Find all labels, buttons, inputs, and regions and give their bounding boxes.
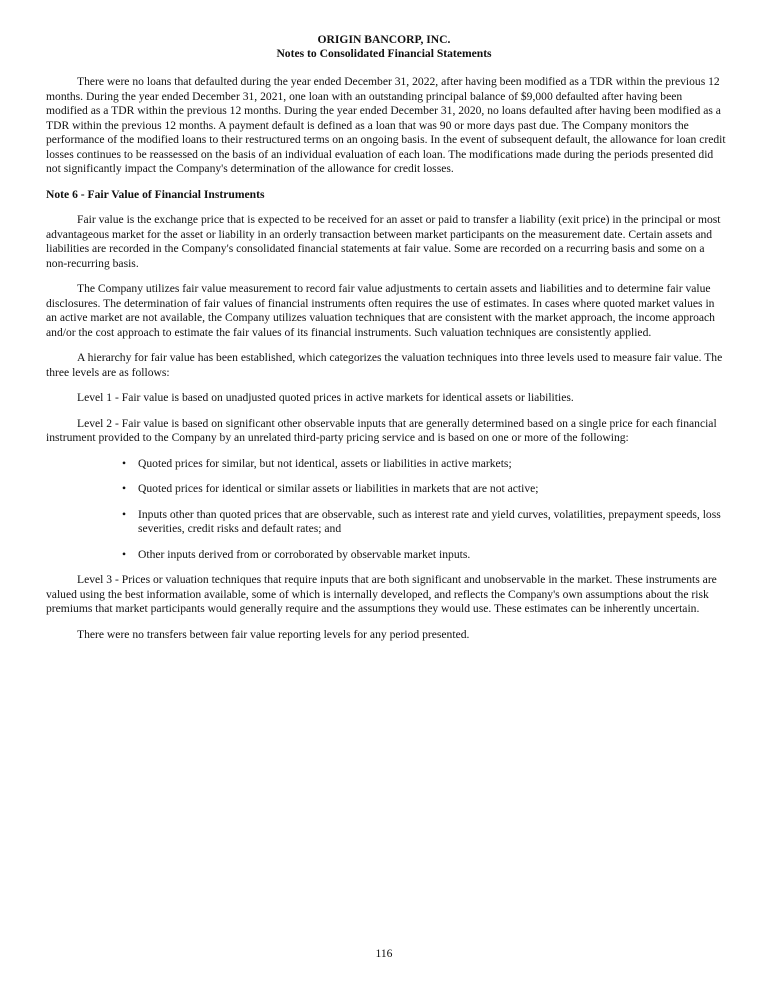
list-item bbox=[46, 508, 726, 537]
fair-value-measurement-paragraph: The Company utilizes fair value measurement to record fair value adjustments to certain assets and liabilities and to determine fair value disclosures. The determination of fair values of financial instruments often requires the use of estimates. In cases where quoted market values in an active market are not available, the Company utilizes valuation techniques that are consistent with the market approach, the income approach and/or the cost approach to estimate the fair values of its financial instruments. Such valuation techniques are consistently applied. bbox=[46, 282, 715, 339]
transfers-paragraph: There were no transfers between fair value reporting levels for any period presented. bbox=[77, 627, 470, 641]
level2-inputs-list bbox=[46, 457, 726, 563]
list-item bbox=[46, 457, 726, 472]
bullet-icon: • bbox=[122, 456, 127, 470]
section-heading: Note 6 - Fair Value of Financial Instruments bbox=[46, 187, 265, 201]
list-item-text: Inputs other than quoted prices that are observable, such as interest rate and yield curves, volatilities, prepayment speeds, loss severities, credit risks and default rates; and bbox=[138, 507, 721, 535]
company-name: ORIGIN BANCORP, INC. bbox=[317, 33, 451, 46]
list-item bbox=[46, 548, 726, 563]
level3-paragraph: Level 3 - Prices or valuation techniques that require inputs that are both significant and unobservable in the market. These instruments are valued using the best information available, some of which is internally developed, and reflects the Company's own assumptions about the risk premiums that market participants would generally require and the assumptions they would use. These estimates can be inherently uncertain. bbox=[46, 573, 717, 615]
bullet-icon: • bbox=[122, 507, 127, 521]
fair-value-definition-paragraph: Fair value is the exchange price that is expected to be received for an asset or paid to transfer a liability (exit price) in the principal or most advantageous market for the asset or liability in an orderly transaction between market participants on the measurement date. Certain assets and liabilities are recorded in the Company's consolidated financial statements at fair value. Some are recorded on a recurring basis and some on a non-recurring basis. bbox=[46, 213, 721, 270]
document-subtitle: Notes to Consolidated Financial Statements bbox=[276, 47, 492, 60]
list-item bbox=[46, 482, 726, 497]
hierarchy-paragraph: A hierarchy for fair value has been established, which categorizes the valuation techniques into three levels used to measure fair value. The three levels are as follows: bbox=[46, 351, 723, 379]
list-item-text: Other inputs derived from or corroborated by observable market inputs. bbox=[138, 547, 471, 561]
tdr-default-paragraph: There were no loans that defaulted during the year ended December 31, 2022, after having been modified as a TDR within the previous 12 months. During the year ended December 31, 2021, one loan with an outstanding principal balance of $9,000 defaulted after having been modified as a TDR within the previous 12 months. During the year ended December 31, 2020, no loans defaulted after having been modified as a TDR within the previous 12 months. A payment default is defined as a loan that was 90 or more days past due. The Company monitors the performance of the modified loans to their restructured terms on an ongoing basis. In the event of subsequent default, the allowance for loan credit losses continues to be reassessed on the basis of an individual evaluation of each loan. The modifications made during the periods presented did not significantly impact the Company's determination of the allowance for credit losses. bbox=[46, 75, 726, 175]
document-body bbox=[46, 75, 726, 653]
bullet-icon: • bbox=[122, 482, 127, 495]
level1-paragraph: Level 1 - Fair value is based on unadjusted quoted prices in active markets for identical assets or liabilities. bbox=[77, 391, 574, 404]
list-item-text: Quoted prices for identical or similar assets or liabilities in markets that are not active; bbox=[138, 482, 539, 495]
level2-paragraph: Level 2 - Fair value is based on significant other observable inputs that are generally determined based on a single price for each financial instrument provided to the Company by an unrelated third-party pricing service and is based on one or more of the following: bbox=[46, 416, 717, 444]
bullet-icon: • bbox=[122, 547, 127, 561]
page-header bbox=[0, 33, 768, 61]
page-number: 116 bbox=[375, 947, 393, 960]
list-item-text: Quoted prices for similar, but not identical, assets or liabilities in active markets; bbox=[138, 456, 512, 470]
